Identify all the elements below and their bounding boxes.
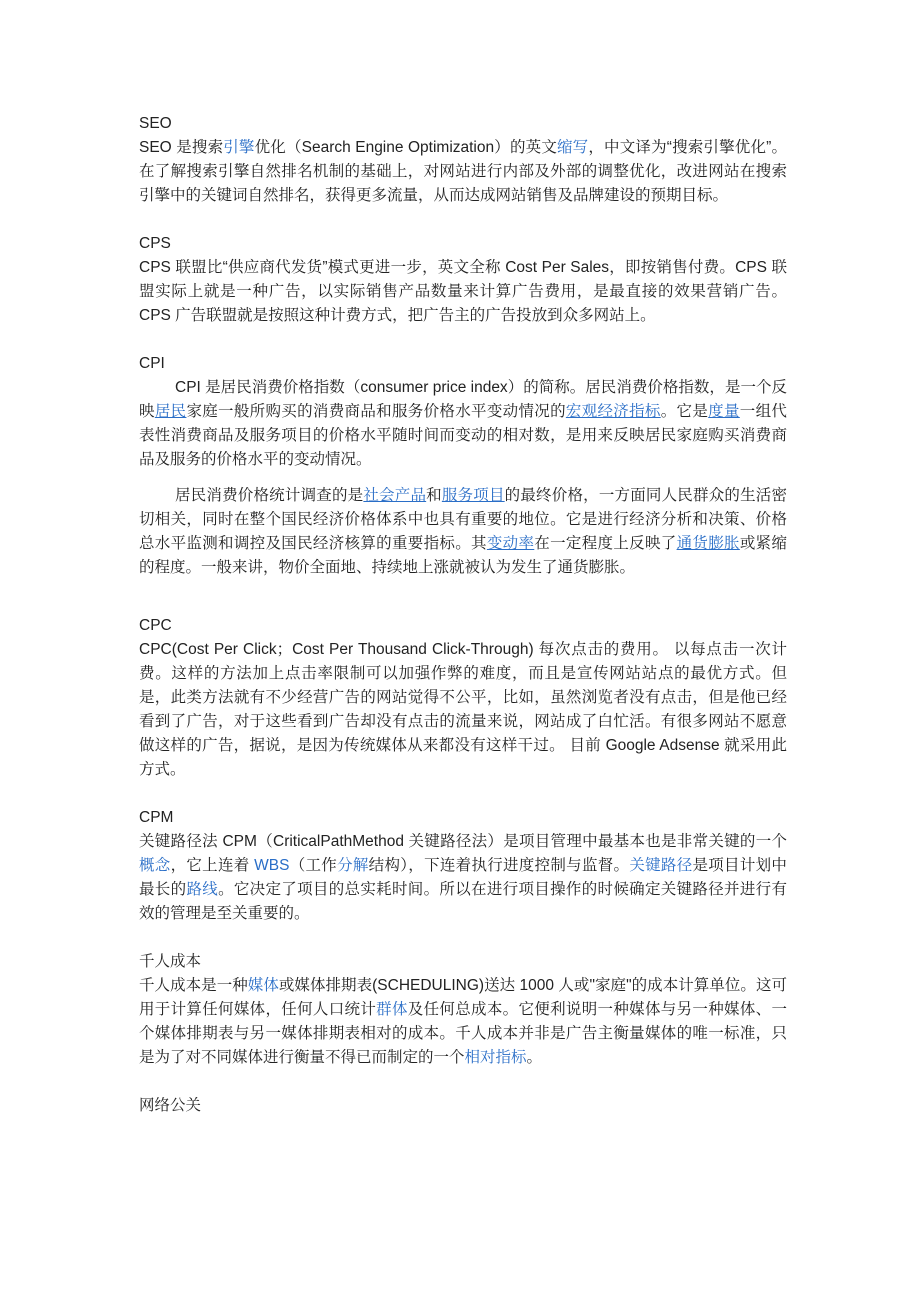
paragraph-cpi-2 bbox=[139, 484, 787, 580]
text-run: 或媒体排期表(SCHEDULING)送达 1000 人或"家庭"的成本计算单位。这可用于计算任何媒体，任何人口统计 bbox=[139, 977, 787, 1018]
link-inflation[interactable]: 通货膨胀 bbox=[676, 535, 740, 552]
text-run: 家庭一般所购买的消费商品和服务价格水平变动情况的 bbox=[186, 403, 566, 420]
section-cpi bbox=[139, 352, 787, 580]
text-run: 一组代表性消费商品及服务项目的价格水平随时间而变动的相对数，是用来反映居民家庭购买消费商品及服务的价格水平的变动情况。 bbox=[139, 403, 787, 468]
link-media[interactable]: 媒体 bbox=[247, 977, 279, 994]
text-run: 在一定程度上反映了 bbox=[534, 535, 677, 552]
text-run: ，它上连着 bbox=[170, 857, 255, 874]
paragraph-cost-per-thousand bbox=[139, 974, 787, 1070]
link-measure[interactable]: 度量 bbox=[708, 403, 740, 420]
section-online-pr bbox=[139, 1094, 787, 1118]
text-run: CPI 是居民消费价格指数（consumer price index）的简称。居民消费价格指数，是一个反映 bbox=[139, 379, 787, 420]
text-run: （工作 bbox=[289, 857, 338, 874]
text-run: 结构），下连着执行进度控制与监督。 bbox=[368, 857, 630, 874]
paragraph-cpi-1 bbox=[139, 376, 787, 472]
paragraph-seo bbox=[139, 136, 787, 208]
text-run: 及任何总成本。它便利说明一种媒体与另一种媒体、一个媒体排期表与另一媒体排期表相对的成本。千人成本并非是广告主衡量媒体的唯一标准，只是为了对不同媒体进行衡量不得已而制定的一个 bbox=[139, 1001, 787, 1066]
section-seo bbox=[139, 112, 787, 208]
link-relative-indicator[interactable]: 相对指标 bbox=[464, 1049, 527, 1066]
text-run: 或紧缩的程度。一般来讲，物价全面地、持续地上涨就被认为发生了通货膨胀。 bbox=[139, 535, 787, 576]
link-abbreviation[interactable]: 缩写 bbox=[557, 139, 589, 156]
section-heading-seo: SEO bbox=[139, 115, 172, 132]
section-heading-cost-per-thousand: 千人成本 bbox=[139, 953, 202, 970]
link-wbs[interactable]: WBS bbox=[254, 857, 290, 874]
link-social-products[interactable]: 社会产品 bbox=[363, 487, 427, 504]
text-run: SEO 是搜索 bbox=[139, 139, 224, 156]
text-run: 。它是 bbox=[660, 403, 709, 420]
link-engine[interactable]: 引擎 bbox=[223, 139, 255, 156]
paragraph-cpm bbox=[139, 830, 787, 926]
section-heading-cps: CPS bbox=[139, 235, 171, 252]
text-run: 。它决定了项目的总实耗时间。所以在进行项目操作的时候确定关键路径并进行有效的管理是至关重要的。 bbox=[139, 881, 787, 922]
text-run: 。 bbox=[526, 1049, 543, 1066]
link-critical-path[interactable]: 关键路径 bbox=[629, 857, 693, 874]
section-cpc bbox=[139, 614, 787, 782]
link-change-rate[interactable]: 变动率 bbox=[486, 535, 535, 552]
link-service-items[interactable]: 服务项目 bbox=[441, 487, 505, 504]
paragraph-cps: CPS 联盟比“供应商代发货”模式更进一步，英文全称 Cost Per Sales，即按销售付费。CPS 联盟实际上就是一种广告，以实际销售产品数量来计算广告费用，是最直接的效果营销广告。CPS 广告联盟就是按照这种计费方式，把广告主的广告投放到众多网站上。 bbox=[139, 259, 787, 324]
text-run: 的最终价格，一方面同人民群众的生活密切相关，同时在整个国民经济价格体系中也具有重要的地位。它是进行经济分析和决策、价格总水平监测和调控及国民经济核算的重要指标。其 bbox=[139, 487, 787, 552]
text-run: 居民消费价格统计调查的是 bbox=[175, 487, 364, 504]
link-route[interactable]: 路线 bbox=[186, 881, 219, 898]
section-cost-per-thousand bbox=[139, 950, 787, 1070]
text-run: ，中文译为“搜索引擎优化”。在了解搜索引擎自然排名机制的基础上，对网站进行内部及外部的调整优化，改进网站在搜索引擎中的关键词自然排名，获得更多流量，从而达成网站销售及品牌建设的预期目标。 bbox=[139, 139, 787, 204]
paragraph-cpc: CPC(Cost Per Click；Cost Per Thousand Click-Through) 每次点击的费用。 以每点击一次计费。这样的方法加上点击率限制可以加强作弊的难度，而且是宣传网站站点的最优方式。但是，此类方法就有不少经营广告的网站觉得不公平，比如，虽然浏览者没有点击，但是他已经看到了广告，对于这些看到广告却没有点击的流量来说，网站成了白忙活。有很多网站不愿意做这样的广告，据说，是因为传统媒体从来都没有这样干过。 目前 Google Adsense 就采用此方式。 bbox=[139, 641, 787, 778]
section-heading-cpi: CPI bbox=[139, 355, 165, 372]
link-macro-indicator[interactable]: 宏观经济指标 bbox=[565, 403, 661, 420]
link-concept[interactable]: 概念 bbox=[139, 857, 171, 874]
link-group[interactable]: 群体 bbox=[376, 1001, 408, 1018]
link-decomposition[interactable]: 分解 bbox=[337, 857, 369, 874]
text-run: 千人成本是一种 bbox=[139, 977, 248, 994]
section-heading-cpc: CPC bbox=[139, 617, 172, 634]
link-residents[interactable]: 居民 bbox=[154, 403, 187, 420]
section-cpm bbox=[139, 806, 787, 926]
text-run: 优化（Search Engine Optimization）的英文 bbox=[254, 139, 557, 156]
section-heading-cpm: CPM bbox=[139, 809, 174, 826]
section-heading-online-pr: 网络公关 bbox=[139, 1097, 202, 1114]
text-run: 和 bbox=[426, 487, 442, 504]
document-body bbox=[139, 112, 787, 1118]
section-cps bbox=[139, 232, 787, 328]
text-run: 是项目计划中最长的 bbox=[139, 857, 787, 898]
text-run: 关键路径法 CPM（CriticalPathMethod 关键路径法）是项目管理中最基本也是非常关键的一个 bbox=[139, 833, 787, 850]
